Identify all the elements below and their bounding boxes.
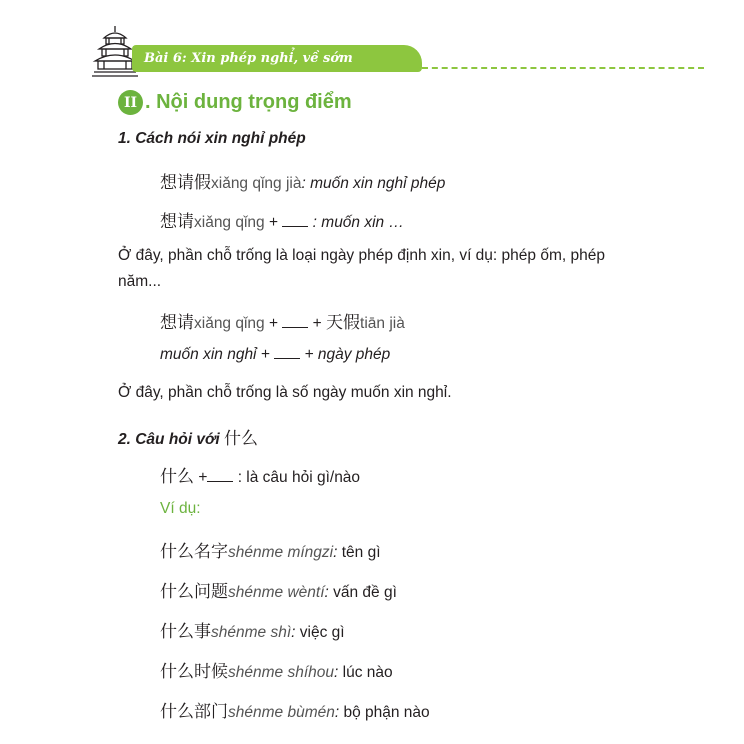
example-line	[160, 207, 404, 232]
section-number-badge: II	[118, 90, 143, 115]
section-heading	[118, 90, 352, 115]
blank-slot	[274, 346, 300, 359]
example-line	[160, 346, 390, 364]
list-item: 什么时候shénme shíhou: lúc nào	[160, 662, 393, 682]
meaning-text: việc gì	[299, 624, 345, 641]
chinese-text: 什么时候	[160, 662, 228, 682]
pinyin-text: shénme shì	[211, 624, 292, 641]
plus-sign: +	[312, 315, 322, 332]
section-title: . Nội dung trọng điểm	[145, 91, 352, 113]
pattern-text: + ngày phép	[304, 346, 391, 363]
meaning-text: : là câu hỏi gì/nào	[237, 469, 361, 486]
example-line	[160, 308, 405, 333]
list-item: 什么名字shénme míngzi: tên gì	[160, 542, 381, 562]
lesson-title: Bài 6: Xin phép nghỉ, về sớm	[144, 51, 353, 66]
chinese-text: 什么事	[160, 622, 211, 642]
list-item: 什么部门shénme bùmén: bộ phận nào	[160, 702, 430, 722]
lesson-banner	[132, 45, 422, 72]
lesson-header	[92, 24, 612, 84]
pattern-text: muốn xin nghỉ +	[160, 346, 270, 363]
header-dashed-divider	[422, 67, 704, 69]
meaning-text: lúc nào	[342, 664, 393, 681]
plus-sign: +	[268, 315, 279, 332]
explanation-paragraph: Ở đây, phần chỗ trống là số ngày muốn xin nghỉ.	[118, 384, 452, 401]
blank-slot	[207, 469, 233, 482]
chinese-text: 想请	[160, 212, 194, 232]
pinyin-text: shénme shíhou	[228, 664, 334, 681]
meaning-text: tên gì	[341, 544, 381, 561]
part1-heading: 1. Cách nói xin nghỉ phép	[118, 130, 306, 147]
example-label: Ví dụ:	[160, 500, 201, 517]
chinese-text: 想请假	[160, 173, 211, 193]
pinyin-text: tiān jià	[360, 315, 405, 332]
pinyin-text: shénme míngzi	[228, 544, 334, 561]
blank-slot	[282, 214, 308, 227]
meaning-text: bộ phận nào	[343, 704, 430, 721]
chinese-text: 什么	[224, 429, 259, 449]
example-line	[160, 168, 445, 193]
meaning-text: : muốn xin …	[308, 214, 404, 231]
pinyin-text: xiǎng qǐng jià	[211, 175, 302, 192]
chinese-text: 什么	[160, 467, 194, 487]
pinyin-text: xiǎng qǐng	[194, 214, 265, 231]
list-item: 什么问题shénme wèntí: vấn đề gì	[160, 582, 397, 602]
chinese-text: 什么名字	[160, 542, 228, 562]
chinese-text: 什么问题	[160, 582, 228, 602]
explanation-paragraph: Ở đây, phần chỗ trống là loại ngày phép định xin, ví dụ: phép ốm, phép năm...	[118, 247, 605, 290]
chinese-text: 天假	[326, 313, 361, 333]
blank-slot	[282, 315, 308, 328]
pinyin-text: shénme wèntí	[228, 584, 325, 601]
list-item: 什么事shénme shì: việc gì	[160, 622, 345, 642]
pinyin-text: shénme bùmén	[228, 704, 335, 721]
chinese-text: 什么部门	[160, 702, 228, 722]
pinyin-text: xiǎng qǐng	[194, 315, 265, 332]
plus-sign: +	[268, 214, 279, 231]
pattern-line	[160, 462, 360, 487]
chinese-text: 想请	[160, 313, 194, 333]
part2-heading	[118, 424, 258, 449]
plus-sign: +	[198, 469, 208, 486]
meaning-text: : muốn xin nghỉ phép	[301, 175, 446, 192]
meaning-text: vấn đề gì	[333, 584, 397, 601]
part2-heading-text: 2. Câu hỏi với	[118, 431, 220, 448]
